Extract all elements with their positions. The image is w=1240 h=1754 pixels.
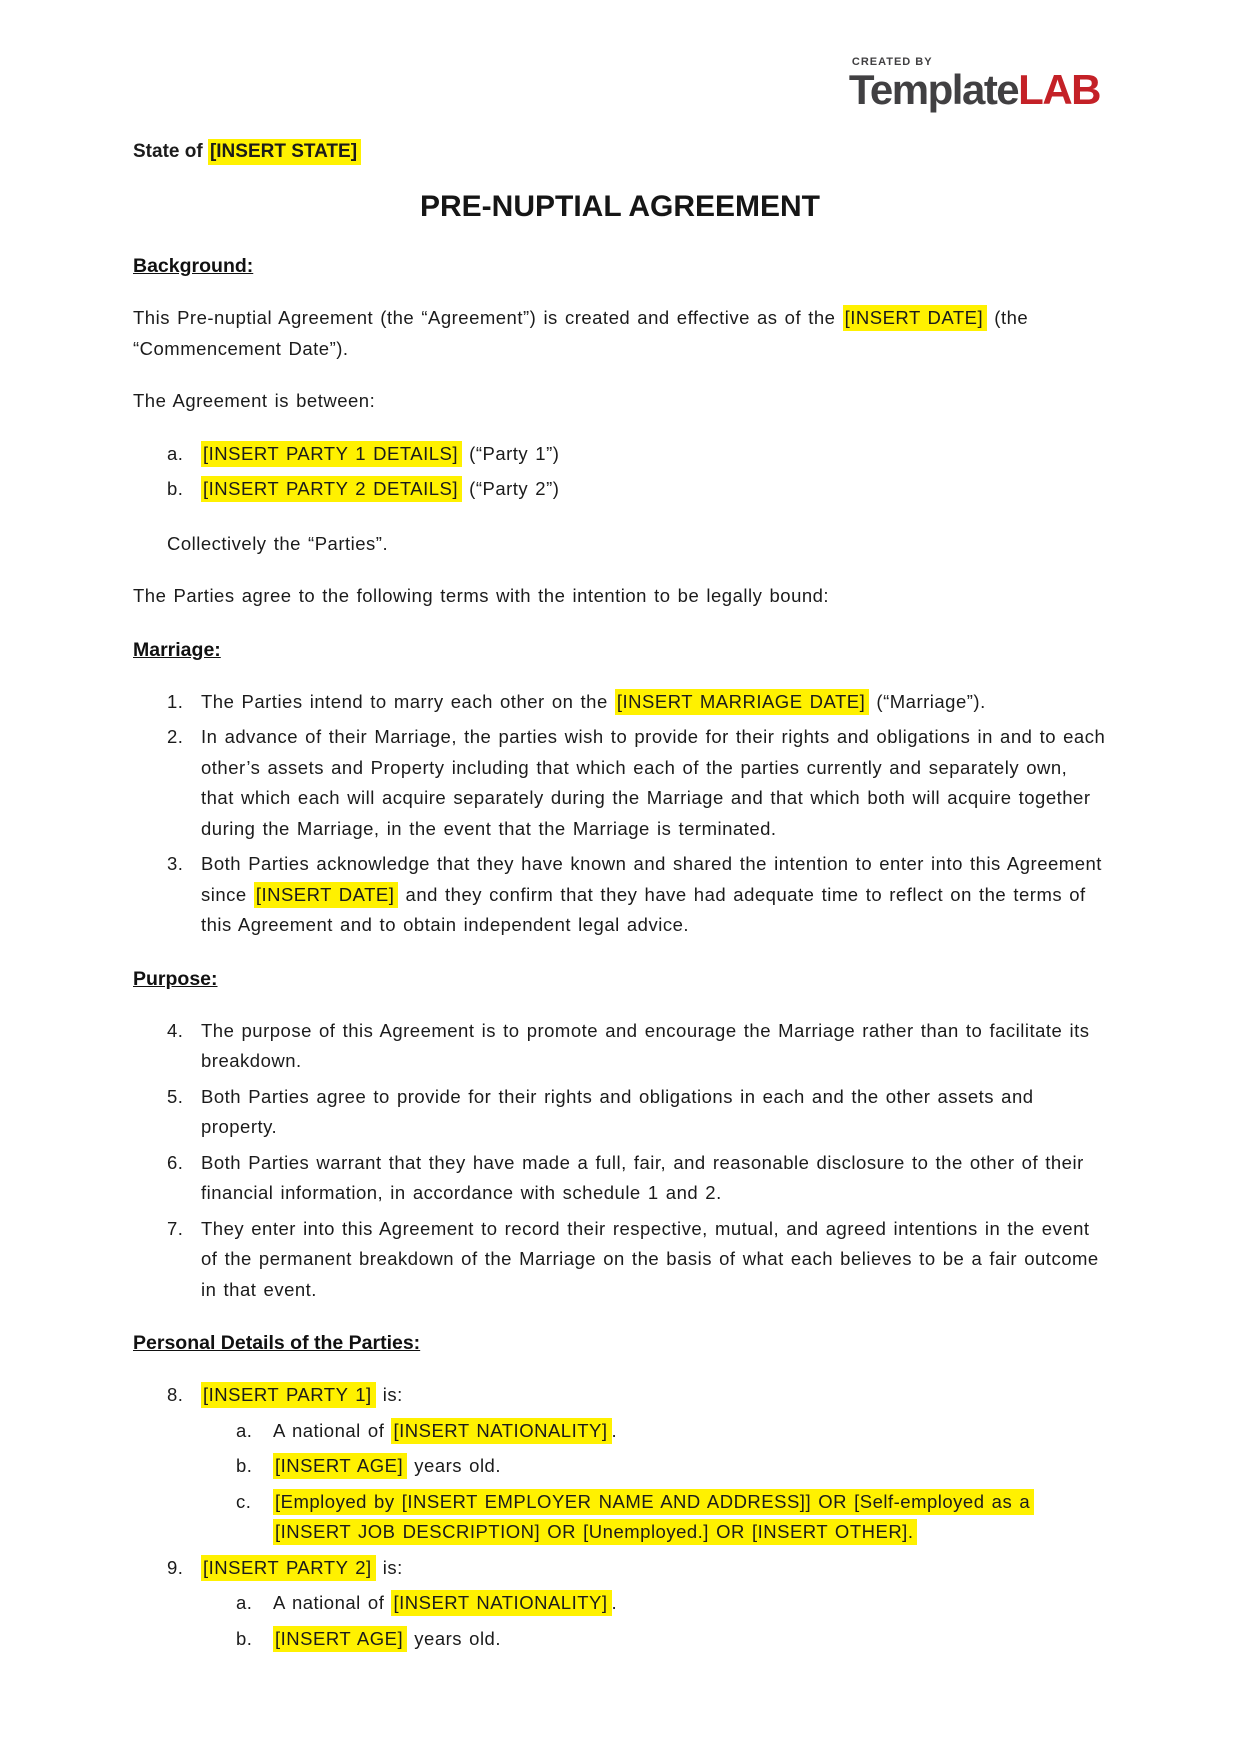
list-item-text [273,1487,1107,1548]
party1-is-text: is: [375,1384,403,1405]
sub-item-9b [133,1624,1107,1655]
background-p1-text-1: This Pre-nuptial Agreement (the “Agreement”) is created and effective as of the [133,307,843,328]
marriage-numbered-list [133,687,1107,941]
list-item-text [201,1553,1107,1584]
background-p1-text-2: (the “Commencement Date”). [133,307,1029,359]
sub-item-8b [133,1451,1107,1482]
sub-item-8c [133,1487,1107,1548]
numbered-item-6 [133,1148,1107,1209]
numbered-item-1 [133,687,1107,718]
insert-state-placeholder: [INSERT STATE] [208,139,361,165]
list-marker: 7. [167,1217,184,1239]
list-marker: b. [236,1627,253,1649]
numbered-item-8 [133,1380,1107,1411]
list-marker: 6. [167,1151,184,1173]
insert-marriage-date-placeholder: [INSERT MARRIAGE DATE] [615,689,869,715]
insert-nationality-placeholder: [INSERT NATIONALITY] [391,1590,611,1616]
list-item-text [273,1451,1107,1482]
list-item-party-a [133,439,1107,470]
section-heading-marriage: Marriage: [133,638,221,661]
list-marker: 4. [167,1019,184,1041]
list-marker: 8. [167,1384,184,1405]
numbered-item-5 [133,1082,1107,1143]
list-item-text: In advance of their Marriage, the parties wish to provide for their rights and obligations in and to each other’s assets and Property including that which each of the parties currently and separately own, that which each will acquire separately during the Marriage and that which both will acquire together during the Marriage, in the event that the Marriage is terminated. [201,726,1106,839]
state-prefix-text: State of [133,141,208,162]
list-item-party-b [133,474,1107,505]
insert-party1-placeholder: [INSERT PARTY 1] [201,1382,376,1408]
item3-text-1: Both Parties acknowledge that they have known and shared the intention to enter into this Agreement since [201,853,1102,905]
list-item-text [273,1588,1107,1619]
item1-text-1: The Parties intend to marry each other on the [201,690,615,712]
list-item-text [273,1416,1107,1447]
list-marker: 9. [167,1556,184,1578]
state-line [133,138,1107,166]
party2-label-text: (“Party 2”) [462,478,560,499]
list-item-text [273,1624,1107,1655]
list-marker: a. [167,442,184,464]
section-heading-purpose: Purpose: [133,967,218,990]
list-marker: 2. [167,726,184,747]
insert-party2-details-placeholder: [INSERT PARTY 2 DETAILS] [201,476,462,502]
agreement-between-line: The Agreement is between: [133,390,376,411]
parties-list [133,439,1107,505]
list-item-text [201,439,1107,470]
list-item-text [201,474,1107,505]
personal-details-list [133,1380,1107,1654]
years-old-text: years old. [407,1627,501,1649]
logo-wordmark-template: Template [848,66,1019,113]
templatelab-logo [849,57,1100,111]
party2-is-text: is: [375,1556,403,1578]
section-heading-background: Background: [133,255,254,277]
nationality-prefix-text: A national of [273,1419,392,1441]
item3-text-2: and they confirm that they have had adequate time to reflect on the terms of this Agreement and to obtain independent legal advice. [201,883,1086,935]
insert-age-placeholder: [INSERT AGE] [273,1626,407,1652]
list-marker: b. [236,1455,253,1476]
insert-employment-placeholder: [Employed by [INSERT EMPLOYER NAME AND ADDRESS]] OR [Self-employed as a [INSERT JOB DESCRIPTION] OR [Unemployed.] OR [INSERT OTHER]. [273,1489,1034,1546]
collectively-parties-line: Collectively the “Parties”. [167,532,389,554]
insert-date-placeholder: [INSERT DATE] [843,305,988,331]
list-marker: 1. [167,690,184,712]
nationality-prefix-text: A national of [273,1592,392,1613]
list-marker: a. [236,1419,253,1441]
numbered-item-4 [133,1016,1107,1077]
numbered-item-3 [133,849,1107,941]
list-marker: a. [236,1592,253,1613]
numbered-item-9 [133,1553,1107,1584]
party1-label-text: (“Party 1”) [462,442,560,464]
document-title: PRE-NUPTIAL AGREEMENT [419,190,821,223]
logo-created-by-label: CREATED BY [851,56,933,68]
list-marker: c. [236,1490,252,1512]
list-marker: 3. [167,853,184,874]
list-item-text: The purpose of this Agreement is to promote and encourage the Marriage rather than to facilitate its breakdown. [201,1019,1090,1071]
logo-wordmark [848,66,1100,113]
numbered-item-2 [133,722,1107,844]
list-item-text: They enter into this Agreement to record their respective, mutual, and agreed intentions in the event of the permanent breakdown of the Marriage on the basis of what each believes to be a fair outcome in that event. [201,1217,1099,1300]
period-text: . [611,1592,618,1613]
numbered-item-7 [133,1214,1107,1306]
insert-nationality-placeholder: [INSERT NATIONALITY] [391,1418,611,1444]
sub-item-9a [133,1588,1107,1619]
list-item-text [201,687,1107,718]
section-heading-personal-details: Personal Details of the Parties: [133,1332,421,1354]
list-item-text: Both Parties agree to provide for their rights and obligations in each and the other assets and property. [201,1085,1034,1137]
purpose-numbered-list [133,1016,1107,1306]
insert-party1-details-placeholder: [INSERT PARTY 1 DETAILS] [201,441,462,467]
background-paragraph-1 [133,303,1107,364]
list-item-text [201,849,1107,941]
period-text: . [611,1419,618,1441]
insert-date-placeholder: [INSERT DATE] [254,882,399,908]
insert-party2-placeholder: [INSERT PARTY 2] [201,1555,376,1581]
item1-text-2: (“Marriage”). [869,690,986,712]
logo-wordmark-lab: LAB [1018,66,1100,113]
years-old-text: years old. [407,1455,501,1476]
list-marker: 5. [167,1085,184,1107]
list-item-text: Both Parties warrant that they have made a full, fair, and reasonable disclosure to the other of their financial information, in accordance with schedule 1 and 2. [201,1151,1084,1203]
sub-item-8a [133,1416,1107,1447]
list-marker: b. [167,478,184,499]
list-item-text [201,1380,1107,1411]
legally-bound-line: The Parties agree to the following terms with the intention to be legally bound: [133,585,830,606]
insert-age-placeholder: [INSERT AGE] [273,1453,407,1479]
